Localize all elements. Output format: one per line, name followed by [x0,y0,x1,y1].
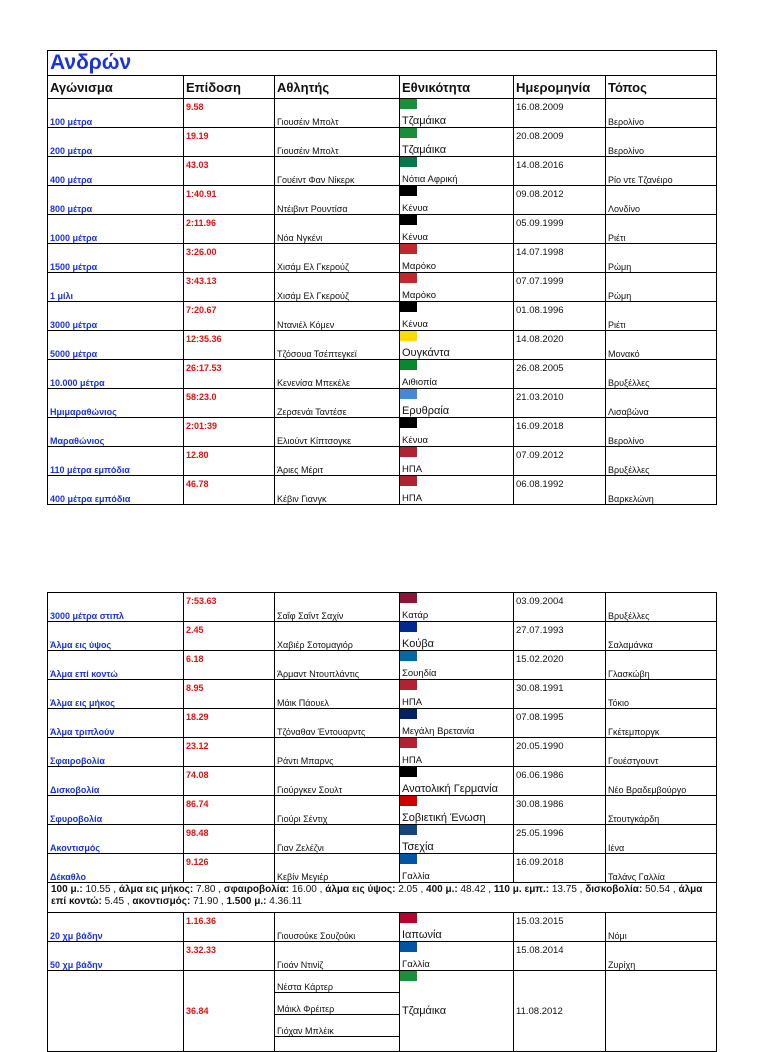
athlete-name: Άριες Μέριτ [275,447,400,476]
relay-athlete-3: Γιόχαν Μπλέικ [275,1015,400,1037]
record-place: Βρυξέλλες [606,360,717,389]
record-place: Ρίο ντε Τζανέιρο [606,157,717,186]
note-discipline: άλμα εις μήκος: [118,884,194,895]
performance: 9.126 [184,854,275,883]
eth-flag-icon [400,360,417,370]
record-row [48,418,717,447]
event-name: 3000 μέτρα [48,302,184,331]
swe-flag-icon [400,651,417,661]
note-value: 16.00 , [289,884,326,895]
header-row [48,76,717,99]
record-row [48,796,717,825]
record-row [48,738,717,767]
performance: 12.80 [184,447,275,476]
performance: 19.19 [184,128,275,157]
record-row [48,622,717,651]
record-row [48,128,717,157]
header-place: Τόπος [606,76,717,99]
record-row [48,680,717,709]
record-row [48,709,717,738]
nationality [400,854,514,883]
athlete-name: Γιούργκεν Σουλτ [275,767,400,796]
performance: 9.58 [184,99,275,128]
event-name: Ακοντισμός [48,825,184,854]
relay-performance: 36.84 [184,971,275,1052]
record-date: 07.09.2012 [514,447,606,476]
mar-flag-icon [400,244,417,254]
record-place: Βρυξέλλες [606,593,717,622]
ken-flag-icon [400,186,417,196]
event-name: 3000 μέτρα στιπλ [48,593,184,622]
records-table-2 [47,592,717,1052]
section-title: Ανδρών [48,51,717,76]
ken-flag-icon [400,302,417,312]
relay-athlete-4 [275,1037,400,1052]
record-date: 15.08.2014 [514,942,606,971]
record-row [48,331,717,360]
performance: 58:23.0 [184,389,275,418]
record-date: 01.08.1996 [514,302,606,331]
header-athlete: Αθλητής [275,76,400,99]
nationality [400,244,514,273]
nationality-label: Τζαμάικα [402,115,447,127]
nationality [400,128,514,157]
nationality-label: ΗΠΑ [402,464,423,475]
performance: 6.18 [184,651,275,680]
athlete-name: Τζόναθαν Έντουαρντς [275,709,400,738]
nationality [400,215,514,244]
nationality-label: Τσεχία [402,841,434,853]
record-place: Λονδίνο [606,186,717,215]
record-row [48,651,717,680]
record-row [48,186,717,215]
event-name: Δέκαθλο [48,854,184,883]
note-value: 4.36.11 [266,896,302,907]
record-date: 07.08.1995 [514,709,606,738]
note-discipline: 100 μ.: [51,884,83,895]
athlete-name: Γιουσέιν Μπολτ [275,99,400,128]
note-value: 7.80 , [193,884,224,895]
record-place: Νέο Βραδεμβούργο [606,767,717,796]
record-date: 15.02.2020 [514,651,606,680]
usa-flag-icon [400,476,417,486]
record-place: Στουτγκάρδη [606,796,717,825]
record-date: 16.08.2009 [514,99,606,128]
record-date: 03.09.2004 [514,593,606,622]
performance: 8.95 [184,680,275,709]
event-name: Σφυροβολία [48,796,184,825]
relay-row [48,971,717,993]
gbr-flag-icon [400,709,417,719]
note-discipline: άλμα εις ύψος: [325,884,396,895]
nationality-label: ΗΠΑ [402,697,423,708]
athlete-name: Κεβίν Μεγιέρ [275,854,400,883]
record-place: Γλασκώβη [606,651,717,680]
nationality-label: Κατάρ [402,610,429,621]
performance: 18.29 [184,709,275,738]
record-place: Σαλαμάνκα [606,622,717,651]
note-discipline: δισκοβολία: [585,884,643,895]
performance: 1:40.91 [184,186,275,215]
note-value: 2.05 , [395,884,427,895]
usa-flag-icon [400,738,417,748]
record-place: Γκέτεμποργκ [606,709,717,738]
record-date: 27.07.1993 [514,622,606,651]
record-row [48,215,717,244]
nationality [400,767,514,796]
note-discipline: 110 μ. εμπ.: [493,884,550,895]
nationality-label: Κένυα [402,232,429,243]
performance: 2:11.96 [184,215,275,244]
nationality [400,99,514,128]
event-name: 110 μέτρα εμπόδια [48,447,184,476]
event-name: Άλμα εις μήκος [48,680,184,709]
nationality [400,680,514,709]
event-name: 5000 μέτρα [48,331,184,360]
eri-flag-icon [400,389,417,399]
record-row [48,244,717,273]
event-name: 400 μέτρα [48,157,184,186]
athlete-name: Τζόσουα Τσέπτεγκεϊ [275,331,400,360]
nationality-label: Μαρόκο [402,290,437,301]
athlete-name: Νόα Νγκένι [275,215,400,244]
performance: 3.32.33 [184,942,275,971]
nationality-label: Ουγκάντα [402,347,450,359]
nationality [400,913,514,942]
nationality-label: Κούβα [402,638,435,650]
athlete-name: Ζερσενάι Ταντέσε [275,389,400,418]
nationality-label: Ιαπωνία [402,929,442,941]
note-discipline: ακοντισμός: [132,896,191,907]
record-date: 21.03.2010 [514,389,606,418]
nationality [400,651,514,680]
record-place: Βρυξέλλες [606,447,717,476]
nationality [400,157,514,186]
nationality [400,622,514,651]
performance: 2.45 [184,622,275,651]
relay-nationality: Τζαμάικα [400,971,514,1052]
relay-place [606,971,717,1052]
record-place: Ριέτι [606,215,717,244]
rsa-flag-icon [400,157,417,167]
event-name: 400 μέτρα εμπόδια [48,476,184,505]
record-row [48,913,717,942]
record-date: 06.08.1992 [514,476,606,505]
note-value: 13.75 , [549,884,586,895]
performance: 86.74 [184,796,275,825]
event-name: Ημιμαραθώνιος [48,389,184,418]
event-name: 800 μέτρα [48,186,184,215]
record-place: Ζυρίχη [606,942,717,971]
record-date: 25.05.1996 [514,825,606,854]
nationality [400,418,514,447]
record-row [48,273,717,302]
record-place: Ρώμη [606,244,717,273]
note-value: 48.42 , [457,884,494,895]
nationality [400,360,514,389]
performance: 3:26.00 [184,244,275,273]
record-date: 15.03.2015 [514,913,606,942]
athlete-name: Γιουσούκε Σουζούκι [275,913,400,942]
uga-flag-icon [400,331,417,341]
jam-flag-icon [400,128,417,138]
usa-flag-icon [400,680,417,690]
performance: 46.78 [184,476,275,505]
note-discipline: άλμα επί κοντώ: [51,884,703,907]
nationality-label: Νότια Αφρική [402,174,458,185]
event-name: 10.000 μέτρα [48,360,184,389]
note-discipline: σφαιροβολία: [223,884,290,895]
athlete-name: Άρμαντ Ντουπλάντις [275,651,400,680]
athlete-name: Ελιούντ Κίπτσογκε [275,418,400,447]
nationality [400,709,514,738]
nationality-label: ΗΠΑ [402,755,423,766]
relay-event-cell [48,971,184,1052]
event-name: 200 μέτρα [48,128,184,157]
nationality [400,476,514,505]
event-name: 100 μέτρα [48,99,184,128]
nationality [400,389,514,418]
nationality [400,447,514,476]
nationality-label: Κένυα [402,319,429,330]
nationality-label: ΗΠΑ [402,493,423,504]
nationality-label: Αιθιοπία [402,377,438,388]
record-date: 14.07.1998 [514,244,606,273]
qat-flag-icon [400,593,417,603]
record-row [48,825,717,854]
performance: 1.16.36 [184,913,275,942]
record-place: Ρώμη [606,273,717,302]
nationality-label: Τζαμάικα [402,144,447,156]
nationality [400,593,514,622]
record-row [48,767,717,796]
nationality-label: Ερυθραία [402,405,450,417]
record-row [48,99,717,128]
performance: 2:01:39 [184,418,275,447]
record-date: 14.08.2020 [514,331,606,360]
urs-flag-icon [400,796,417,806]
note-value: 10.55 , [82,884,119,895]
athlete-name: Κέβιν Γιανγκ [275,476,400,505]
record-row [48,593,717,622]
record-date: 20.08.2009 [514,128,606,157]
record-row [48,389,717,418]
event-name: 1500 μέτρα [48,244,184,273]
note-value: 71.90 , [190,896,227,907]
record-place: Ριέτι [606,302,717,331]
performance: 23.12 [184,738,275,767]
ken-flag-icon [400,215,417,225]
jpn-flag-icon [400,913,417,923]
note-discipline: 1.500 μ.: [226,896,267,907]
nationality-label: Γαλλία [402,871,430,882]
athlete-name: Ντανιέλ Κόμεν [275,302,400,331]
relay-athlete-1: Νέστα Κάρτερ [275,971,400,993]
event-name: Άλμα επί κοντώ [48,651,184,680]
record-date: 14.08.2016 [514,157,606,186]
nationality [400,738,514,767]
decathlon-breakdown-note [48,883,717,913]
athlete-name: Γιουσέιν Μπολτ [275,128,400,157]
nationality [400,796,514,825]
record-place: Ταλάνς Γαλλία [606,854,717,883]
record-row [48,854,717,883]
record-place: Τόκιο [606,680,717,709]
nationality-label: Κένυα [402,203,429,214]
mar-flag-icon [400,273,417,283]
record-place: Ιένα [606,825,717,854]
athlete-name: Γιαν Ζελέζνι [275,825,400,854]
athlete-name: Ντέιβιντ Ρουντίσα [275,186,400,215]
note-discipline: 400 μ.: [426,884,458,895]
athlete-name: Γιοάν Ντινίζ [275,942,400,971]
nationality-label: Μαρόκο [402,261,437,272]
event-name: 20 χμ βάδην [48,913,184,942]
record-date: 06.06.1986 [514,767,606,796]
athlete-name: Χαβιέρ Σοτομαγιόρ [275,622,400,651]
nationality-label: Γαλλία [402,959,430,970]
nationality-label: Ανατολική Γερμανία [402,783,498,795]
note-value: 5.45 , [101,896,133,907]
usa-flag-icon [400,447,417,457]
record-date: 30.08.1991 [514,680,606,709]
record-place: Νόμι [606,913,717,942]
performance: 7:53.63 [184,593,275,622]
gdr-flag-icon [400,767,417,777]
record-date: 16.09.2018 [514,418,606,447]
nationality [400,302,514,331]
record-date: 05.09.1999 [514,215,606,244]
record-place: Βερολίνο [606,128,717,157]
performance: 7:20.67 [184,302,275,331]
flag-icon [400,971,417,981]
athlete-name: Ράντι Μπαρνς [275,738,400,767]
record-date: 20.05.1990 [514,738,606,767]
header-nationality: Εθνικότητα [400,76,514,99]
event-name: 1000 μέτρα [48,215,184,244]
performance: 26:17.53 [184,360,275,389]
records-table-1 [47,50,717,505]
header-event: Αγώνισμα [48,76,184,99]
record-place: Λισαβώνα [606,389,717,418]
athlete-name: Γιούρι Σέντιχ [275,796,400,825]
athlete-name: Γουέιντ Φαν Νίκερκ [275,157,400,186]
relay-date: 11.08.2012 [514,971,606,1052]
event-name: 1 μίλι [48,273,184,302]
record-row [48,302,717,331]
record-row [48,157,717,186]
record-place: Γουέστγουντ [606,738,717,767]
performance: 12:35.36 [184,331,275,360]
nationality [400,942,514,971]
nationality [400,825,514,854]
ken-flag-icon [400,418,417,428]
relay-athlete-2: Μάικλ Φρέιτερ [275,993,400,1015]
nationality-label: Σουηδία [402,668,437,679]
cze-flag-icon [400,825,417,835]
header-date: Ημερομηνία [514,76,606,99]
athlete-name: Χισάμ Ελ Γκερούζ [275,244,400,273]
fra-flag-icon [400,942,417,952]
record-place: Βερολίνο [606,99,717,128]
event-name: Σφαιροβολία [48,738,184,767]
record-date: 30.08.1986 [514,796,606,825]
event-name: Μαραθώνιος [48,418,184,447]
performance: 3:43.13 [184,273,275,302]
record-place: Βαρκελώνη [606,476,717,505]
fra-flag-icon [400,854,417,864]
record-place: Μονακό [606,331,717,360]
event-name: Άλμα τριπλούν [48,709,184,738]
athlete-name: Μάικ Πάουελ [275,680,400,709]
jam-flag-icon [400,99,417,109]
performance: 43.03 [184,157,275,186]
record-place: Βερολίνο [606,418,717,447]
performance: 98.48 [184,825,275,854]
athlete-name: Χισάμ Ελ Γκερούζ [275,273,400,302]
header-performance: Επίδοση [184,76,275,99]
athlete-name: Κενενίσα Μπεκέλε [275,360,400,389]
event-name: Άλμα εις ύψος [48,622,184,651]
nationality-label: Μεγάλη Βρετανία [402,726,475,737]
nationality [400,273,514,302]
nationality-label: Κένυα [402,435,429,446]
record-date: 16.09.2018 [514,854,606,883]
nationality [400,331,514,360]
event-name: 50 χμ βάδην [48,942,184,971]
cub-flag-icon [400,622,417,632]
note-value: 50.54 , [642,884,679,895]
record-row [48,942,717,971]
athlete-name: Σαΐφ Σαΐντ Σαχίν [275,593,400,622]
nationality-label: Σοβιετική Ένωση [402,812,486,824]
record-date: 09.08.2012 [514,186,606,215]
record-row [48,476,717,505]
performance: 74.08 [184,767,275,796]
nationality [400,186,514,215]
record-row [48,360,717,389]
record-date: 26.08.2005 [514,360,606,389]
record-date: 07.07.1999 [514,273,606,302]
record-row [48,447,717,476]
event-name: Δισκοβολία [48,767,184,796]
